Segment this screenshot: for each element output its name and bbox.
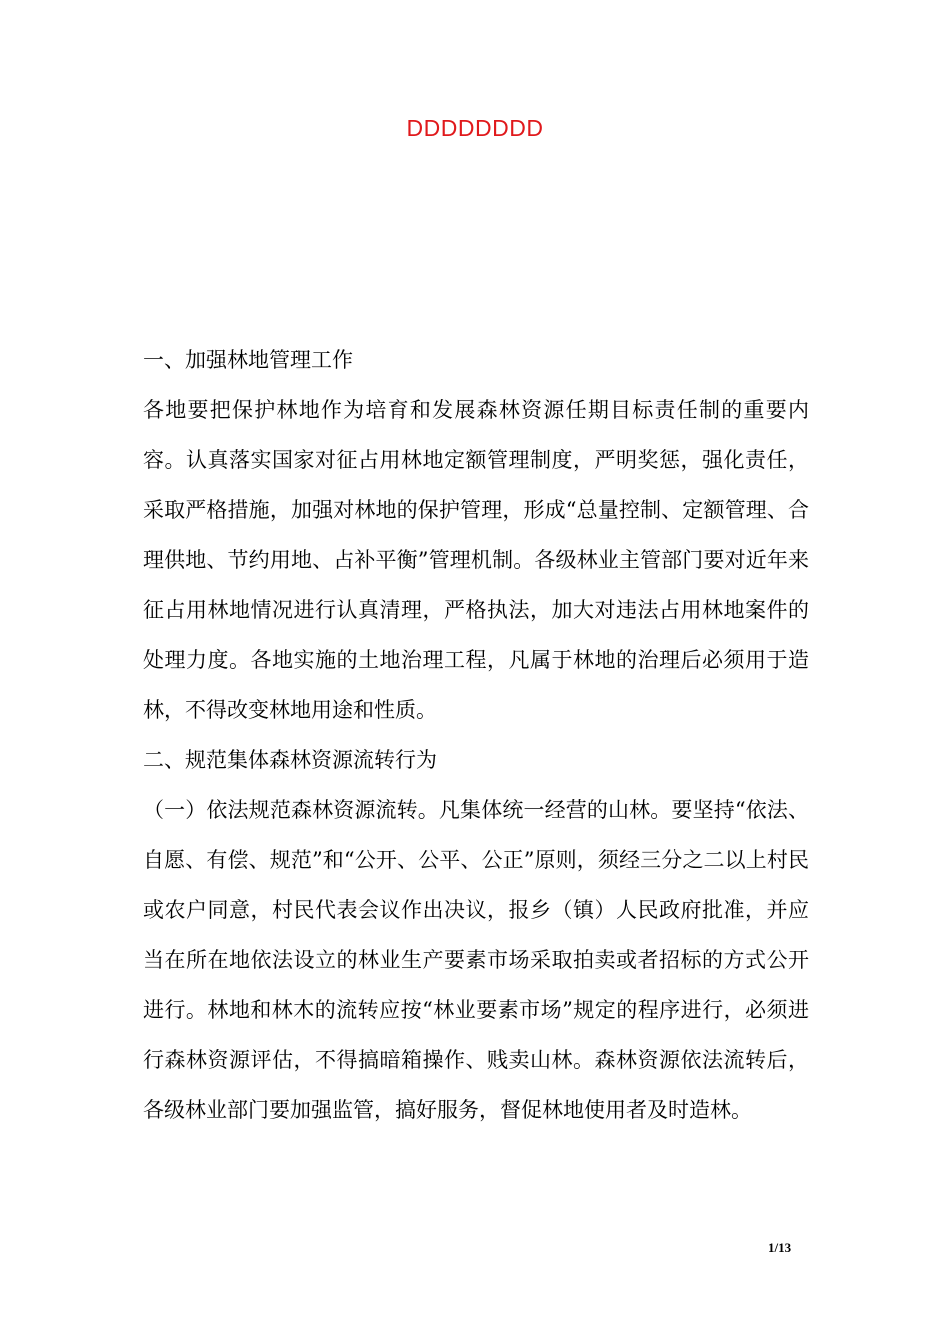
- paragraph-1: 各地要把保护林地作为培育和发展森林资源任期目标责任制的重要内容。认真落实国家对征占用林地定额管理制度，严明奖惩，强化责任，采取严格措施，加强对林地的保护管理，形成“总量控制、定额管理、合理供地、节约用地、占补平衡”管理机制。各级林业主管部门要对近年来征占用林地情况进行认真清理，严格执法，加大对违法占用林地案件的处理力度。各地实施的土地治理工程，凡属于林地的治理后必须用于造林，不得改变林地用途和性质。: [143, 398, 809, 722]
- page-number: 1/13: [768, 1240, 792, 1255]
- document-body: [143, 335, 809, 1135]
- section-heading-2: 二、规范集体森林资源流转行为: [143, 748, 437, 772]
- page-title: DDDDDDDD: [406, 115, 544, 141]
- paragraph-2: （一）依法规范森林资源流转。凡集体统一经营的山林。要坚持“依法、自愿、有偿、规范”和“公开、公平、公正”原则，须经三分之二以上村民或农户同意，村民代表会议作出决议，报乡（镇）人民政府批准，并应当在所在地依法设立的林业生产要素市场采取拍卖或者招标的方式公开进行。林地和林木的流转应按“林业要素市场”规定的程序进行，必须进行森林资源评估，不得搞暗箱操作、贱卖山林。森林资源依法流转后，各级林业部门要加强监管，搞好服务，督促林地使用者及时造林。: [143, 798, 809, 1122]
- section-heading-1: 一、加强林地管理工作: [143, 348, 353, 372]
